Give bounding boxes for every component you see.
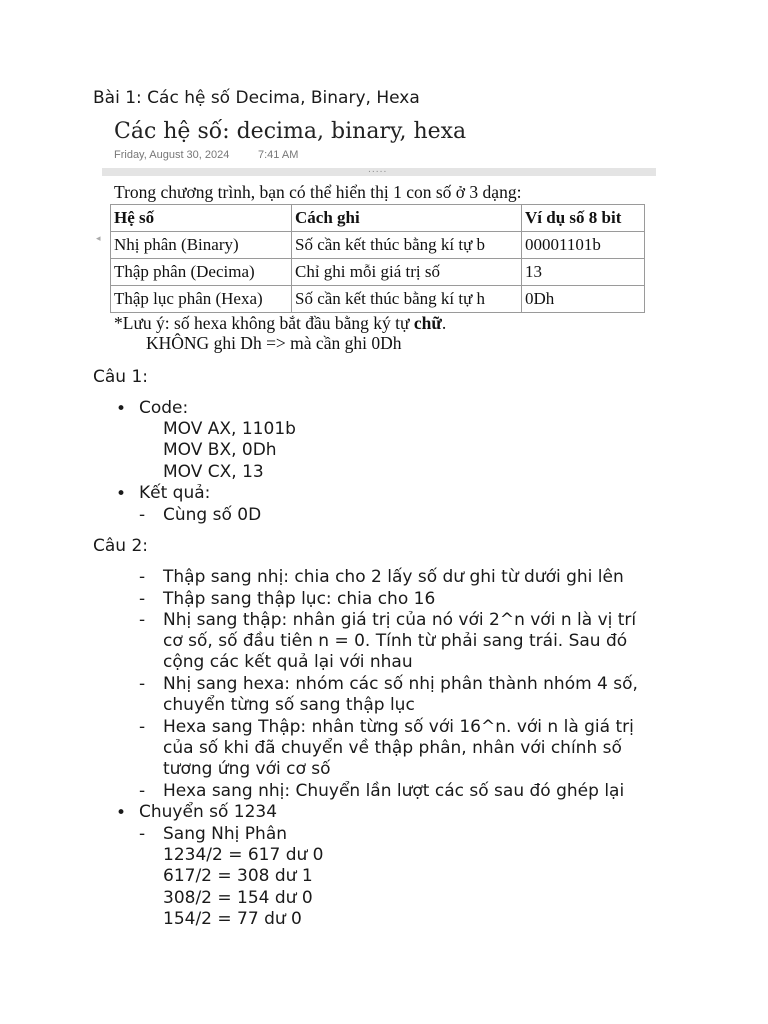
convert-label: Chuyển số 1234 (139, 802, 278, 822)
table-cell: Số cần kết thúc bằng kí tự b (292, 232, 522, 259)
bullet-icon: • (116, 803, 127, 823)
table-cell: Số cần kết thúc bằng kí tự h (292, 286, 522, 313)
table-cell: 0Dh (522, 286, 645, 313)
page-heading: Bài 1: Các hệ số Decima, Binary, Hexa (93, 88, 420, 108)
separator-dots: ..... (368, 165, 388, 175)
table-header-cell: Ví dụ số 8 bit (522, 205, 645, 232)
screenshot-time: 7:41 AM (258, 149, 299, 161)
list-item-continuation: tương ứng với cơ số (163, 759, 331, 779)
dash-icon: - (139, 781, 146, 801)
code-line: MOV AX, 1101b (163, 419, 296, 439)
code-line: MOV BX, 0Dh (163, 440, 277, 460)
screenshot-note-line2: KHÔNG ghi Dh => mà cần ghi 0Dh (146, 333, 402, 353)
dash-icon: - (139, 824, 146, 844)
table-header-row (111, 205, 645, 232)
dash-icon: - (139, 674, 146, 694)
dash-icon: - (139, 589, 146, 609)
convert-line: 617/2 = 308 dư 1 (163, 866, 313, 886)
list-item-continuation: của số khi đã chuyển về thập phân, nhân với chính số (163, 738, 622, 758)
note-prefix: *Lưu ý: số hexa không bắt đầu bằng ký tự (114, 313, 414, 333)
note-bold: chữ (413, 313, 442, 333)
code-label: Code: (139, 398, 189, 418)
result-label: Kết quả: (139, 483, 211, 503)
list-item: Thập sang thập lục: chia cho 16 (163, 589, 436, 609)
list-item: Hexa sang nhị: Chuyển lần lượt các số sau đó ghép lại (163, 781, 625, 801)
bullet-icon: • (116, 399, 127, 419)
list-item-continuation: chuyển từng số sang thập lục (163, 695, 415, 715)
table-cell: 13 (522, 259, 645, 286)
bullet-icon: • (116, 484, 127, 504)
number-system-table (110, 204, 645, 313)
cau1-label: Câu 1: (93, 367, 149, 387)
list-item-continuation: cộng các kết quả lại với nhau (163, 652, 413, 672)
table-row (111, 286, 645, 313)
screenshot-note-line1 (114, 313, 446, 334)
screenshot-intro: Trong chương trình, bạn có thể hiển thị 1 con số ở 3 dạng: (114, 182, 522, 202)
dash-icon: - (139, 717, 146, 737)
table-cell: Thập phân (Decima) (111, 259, 292, 286)
dash-icon: - (139, 610, 146, 630)
screenshot-title: Các hệ số: decima, binary, hexa (114, 119, 467, 144)
list-item-continuation: cơ số, số đầu tiên n = 0. Tính từ phải sang trái. Sau đó (163, 631, 628, 651)
list-item: Thập sang nhị: chia cho 2 lấy số dư ghi từ dưới ghi lên (163, 567, 624, 587)
list-item: Nhị sang hexa: nhóm các số nhị phân thành nhóm 4 số, (163, 674, 638, 694)
note-suffix: . (441, 313, 447, 333)
list-item: Hexa sang Thập: nhân từng số với 16^n. với n là giá trị (163, 717, 634, 737)
convert-line: 154/2 = 77 dư 0 (163, 909, 302, 929)
table-row (111, 259, 645, 286)
dash-icon: - (139, 505, 146, 525)
collapse-arrow-icon: ◂ (96, 234, 101, 244)
table-cell: Thập lục phân (Hexa) (111, 286, 292, 313)
table-header-cell: Cách ghi (292, 205, 522, 232)
table-cell: Chỉ ghi mỗi giá trị số (292, 259, 522, 286)
dash-icon: - (139, 567, 146, 587)
screenshot-date: Friday, August 30, 2024 (114, 149, 230, 161)
code-line: MOV CX, 13 (163, 462, 264, 482)
table-cell: Nhị phân (Binary) (111, 232, 292, 259)
list-item: Nhị sang thập: nhân giá trị của nó với 2^n với n là vị trí (163, 610, 637, 630)
embedded-screenshot (96, 116, 656, 358)
convert-sub: Sang Nhị Phân (163, 824, 288, 844)
table-cell: 00001101b (522, 232, 645, 259)
convert-line: 308/2 = 154 dư 0 (163, 888, 313, 908)
convert-line: 1234/2 = 617 dư 0 (163, 845, 324, 865)
table-row (111, 232, 645, 259)
table-header-cell: Hệ số (111, 205, 292, 232)
result-item: Cùng số 0D (163, 505, 262, 525)
cau2-label: Câu 2: (93, 536, 149, 556)
